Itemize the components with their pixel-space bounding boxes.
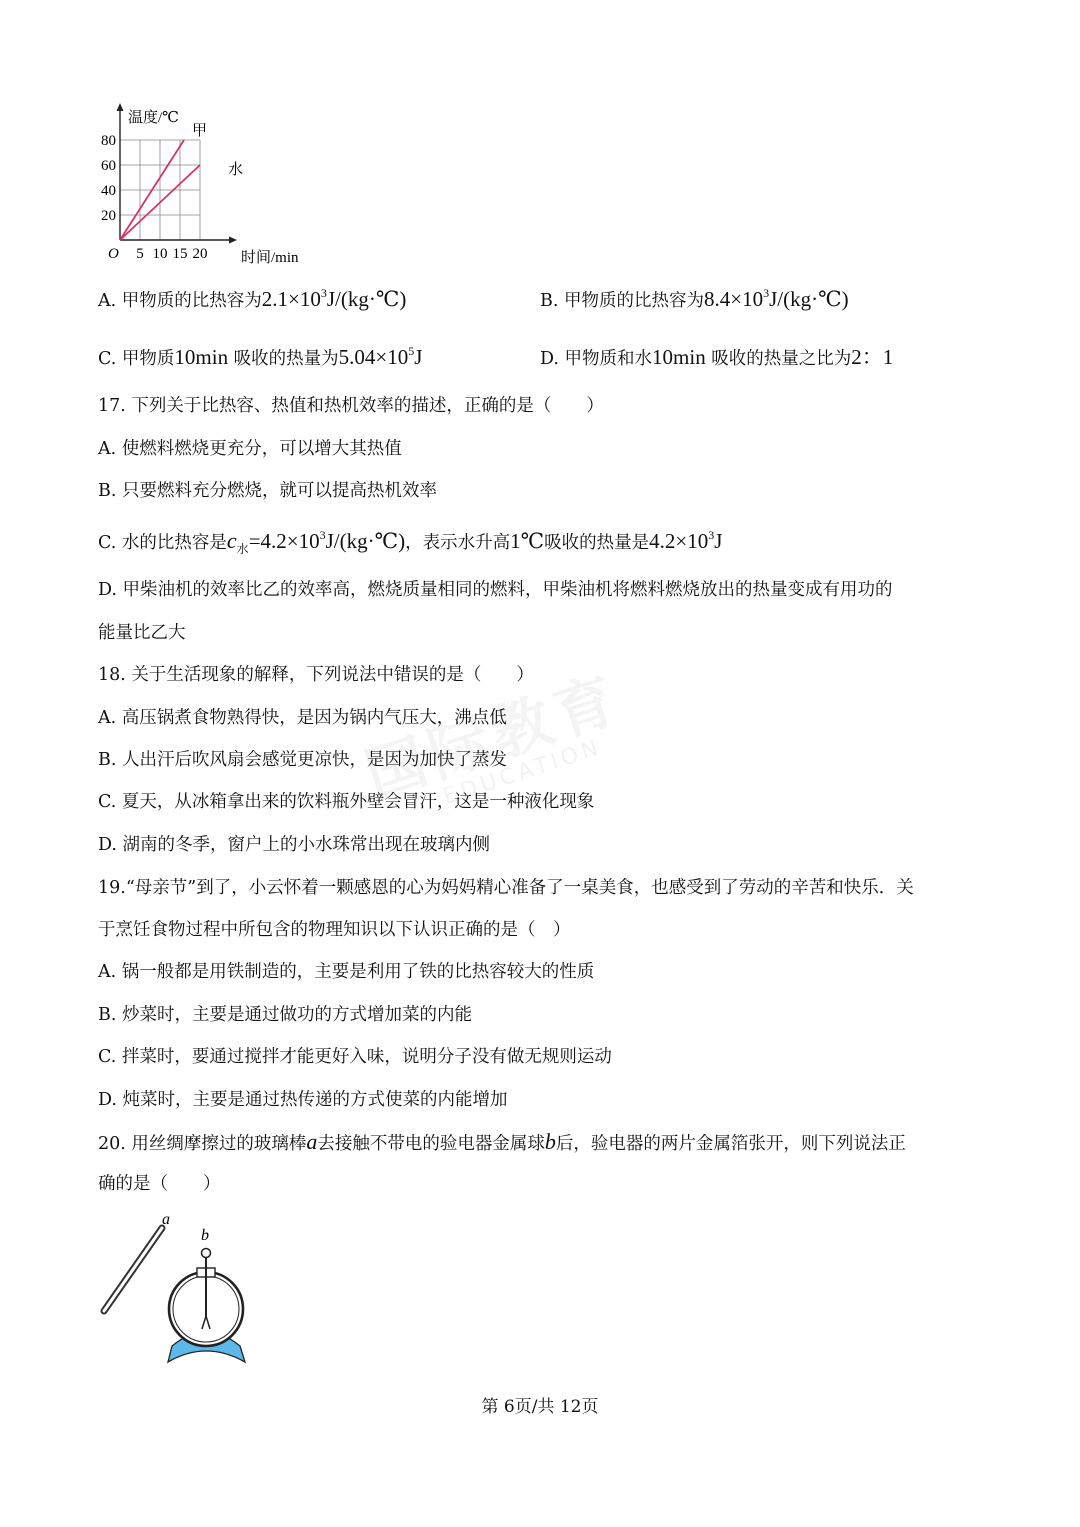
x-tick-label: 5 (136, 246, 144, 262)
x-tick-label: 20 (192, 246, 208, 262)
ball-label-b: b (201, 1227, 209, 1244)
watermark-sub: EDUCATION (440, 735, 606, 810)
y-tick-label: 20 (101, 208, 116, 224)
q20-stem-line1: 20. 用丝绸摩擦过的玻璃棒a去接触不带电的验电器金属球b后，验电器的两片金属箔张开，则下列说法正 (98, 1129, 906, 1154)
y-tick-label: 80 (101, 133, 116, 149)
y-tick-label: 60 (101, 158, 116, 174)
q17-option-c[interactable]: C. 水的比热容是$c_水=4.2\times 10^3J/(kg\cdot℃)$，表示水升高1℃吸收的热量是$4.2\times 10^3J$ (98, 528, 723, 556)
y-axis-label: 温度/℃ (128, 110, 179, 126)
series-label-jia: 甲 (192, 123, 208, 139)
electroscope-body (168, 1249, 245, 1363)
q17-option-a[interactable]: A. 使燃料燃烧更充分，可以增大其热值 (98, 439, 402, 459)
y-tick-label: 40 (101, 183, 116, 199)
temperature-time-chart (90, 100, 350, 275)
y-tick-labels (101, 133, 116, 224)
series-label-shui: 水 (228, 162, 244, 178)
q16-option-a[interactable]: A. 甲物质的比热容为$2.1\times 10^3J/(kg\cdot℃)$ (98, 286, 407, 311)
q18-option-d[interactable]: D. 湖南的冬季，窗户上的小水珠常出现在玻璃内侧 (98, 835, 491, 855)
q17-stem: 17. 下列关于比热容、热值和热机效率的描述，正确的是（ ） (98, 396, 604, 416)
q18-option-b[interactable]: B. 人出汗后吹风扇会感觉更凉快，是因为加快了蒸发 (98, 750, 507, 770)
origin-label: O (108, 246, 119, 262)
rod-label-a: a (162, 1211, 170, 1228)
glass-rod (104, 1228, 162, 1311)
q19-stem-line1: 19.“母亲节”到了，小云怀着一颗感恩的心为妈妈精心准备了一桌美食，也感受到了劳动的辛苦和快乐．关 (98, 878, 914, 898)
q17-option-b[interactable]: B. 只要燃料充分燃烧，就可以提高热机效率 (98, 481, 437, 501)
q18-stem: 18. 关于生活现象的解释，下列说法中错误的是（ ） (98, 665, 534, 685)
q20-stem-line2: 确的是（ ） (98, 1174, 221, 1194)
q19-option-a[interactable]: A. 锅一般都是用铁制造的，主要是利用了铁的比热容较大的性质 (98, 962, 595, 982)
q17-option-d-line1[interactable]: D. 甲柴油机的效率比乙的效率高，燃烧质量相同的燃料，甲柴油机将燃料燃烧放出的热量变成有用功的 (98, 580, 893, 600)
q19-stem-line2: 于烹饪食物过程中所包含的物理知识以下认识正确的是（ ） (98, 920, 571, 940)
x-tick-labels (136, 246, 207, 262)
q17-option-d-line2: 能量比乙大 (98, 623, 186, 643)
q19-option-c[interactable]: C. 拌菜时，要通过搅拌才能更好入味，说明分子没有做无规则运动 (98, 1047, 612, 1067)
chart-grid (120, 140, 200, 240)
x-axis-label: 时间/min (241, 250, 299, 266)
x-tick-label: 10 (152, 246, 168, 262)
q19-option-d[interactable]: D. 炖菜时，主要是通过热传递的方式使菜的内能增加 (98, 1090, 508, 1110)
page-footer: 第 6页/共 12页 (481, 1397, 599, 1417)
q18-option-c[interactable]: C. 夏天，从冰箱拿出来的饮料瓶外壁会冒汗，这是一种液化现象 (98, 792, 595, 812)
electroscope-figure (90, 1206, 270, 1366)
q16-option-d[interactable]: D. 甲物质和水10min 吸收的热量之比为2：1 (540, 345, 894, 369)
q16-option-b[interactable]: B. 甲物质的比热容为$8.4\times 10^3J/(kg\cdot℃)$ (540, 286, 849, 311)
q18-option-a[interactable]: A. 高压锅煮食物熟得快，是因为锅内气压大，沸点低 (98, 708, 507, 728)
q16-option-c[interactable]: C. 甲物质10min 吸收的热量为$5.04\times 10^5J$ (98, 344, 423, 369)
x-tick-label: 15 (172, 246, 188, 262)
q19-option-b[interactable]: B. 炒菜时，主要是通过做功的方式增加菜的内能 (98, 1005, 472, 1025)
